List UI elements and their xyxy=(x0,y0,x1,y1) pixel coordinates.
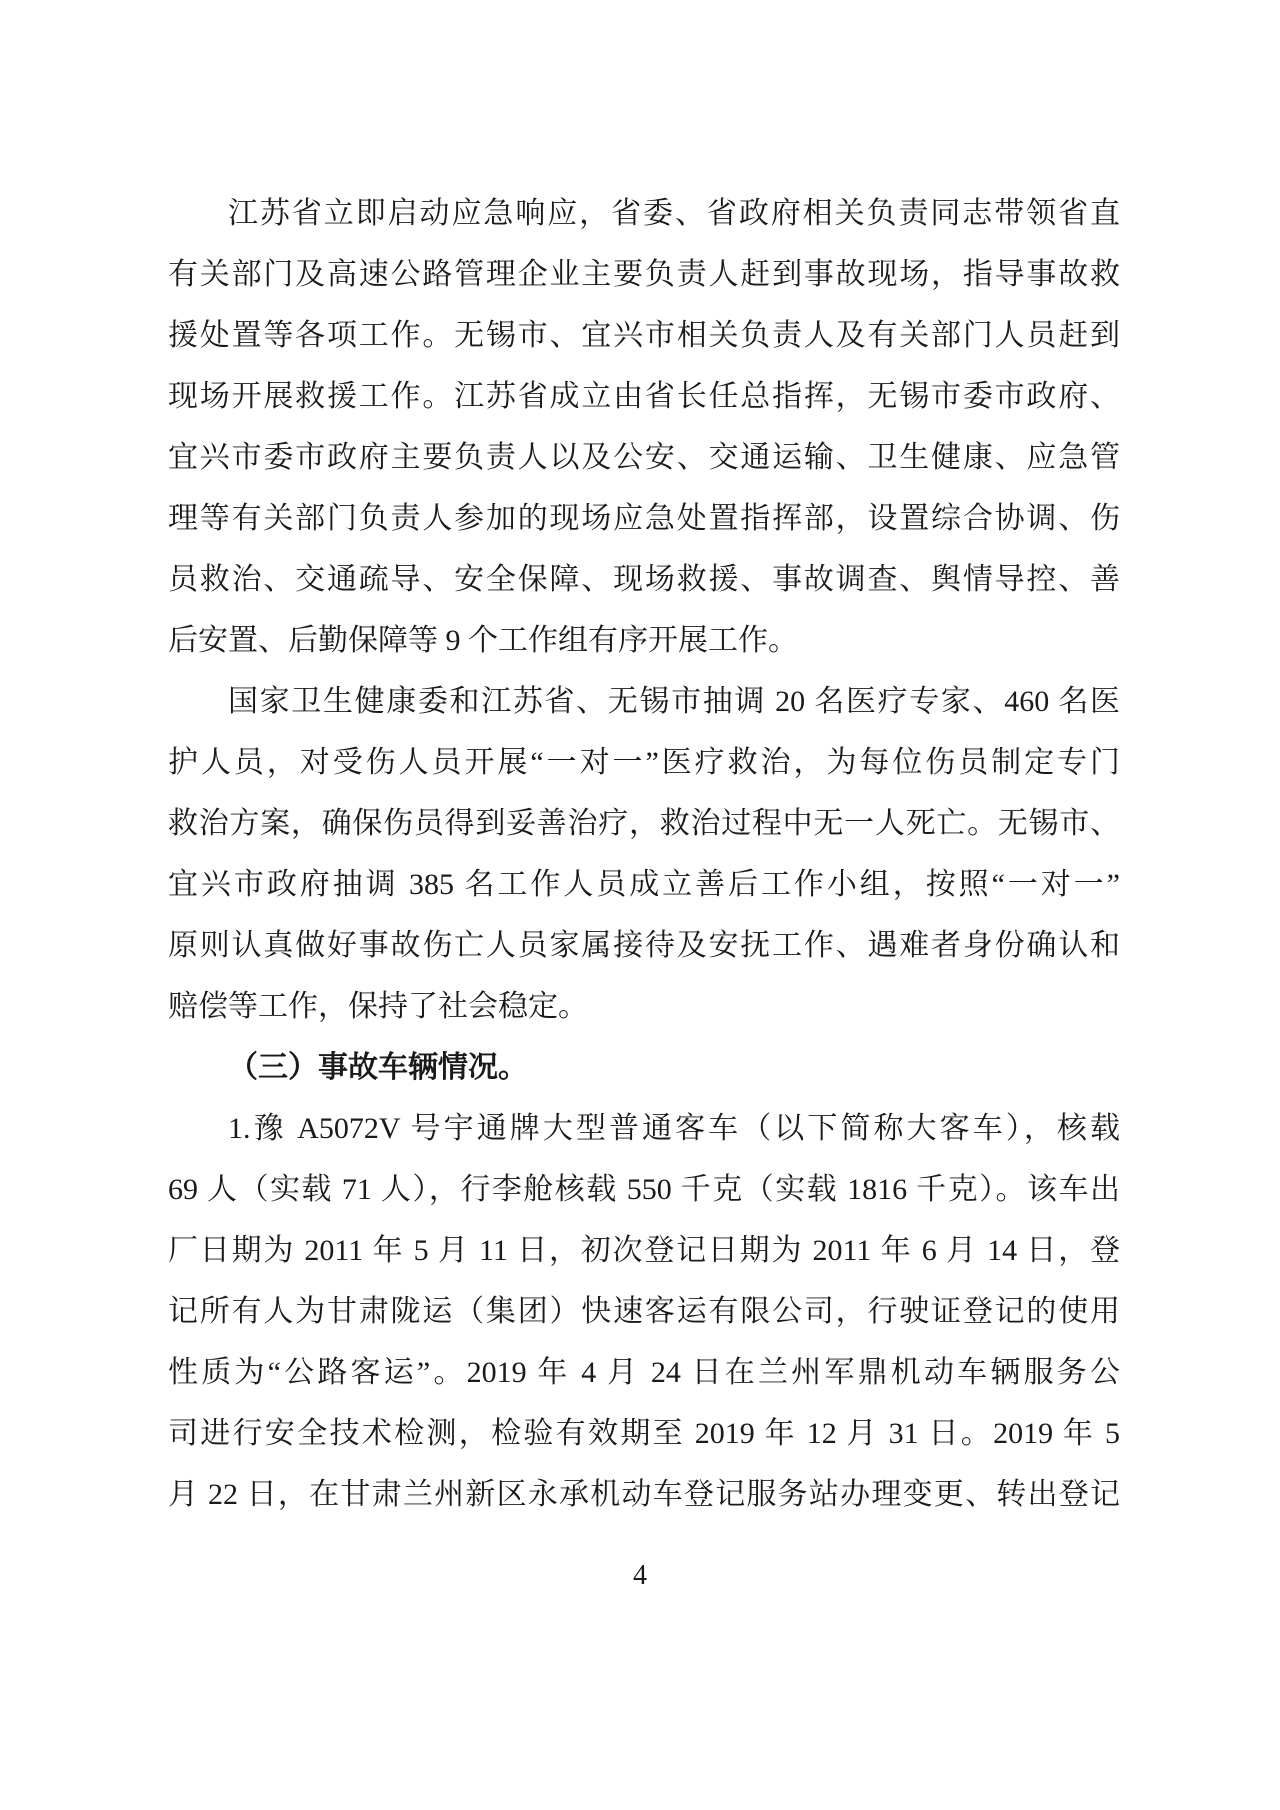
text-line: 赔偿等工作，保持了社会稳定。 xyxy=(168,990,588,1023)
text-line: 员救治、交通疏导、安全保障、现场救援、事故调查、舆情导控、善 xyxy=(168,563,1120,596)
paragraph xyxy=(168,183,1120,671)
text-line: 性质为“公路客运”。2019 年 4 月 24 日在兰州军鼎机动车辆服务公 xyxy=(168,1356,1120,1389)
text-line: 现场开展救援工作。江苏省成立由省长任总指挥，无锡市委市政府、 xyxy=(168,380,1120,413)
text-line: （三）事故车辆情况。 xyxy=(228,1051,528,1084)
document-body xyxy=(168,183,1120,1525)
text-line: 国家卫生健康委和江苏省、无锡市抽调 20 名医疗专家、460 名医 xyxy=(228,685,1120,718)
text-line: 宜兴市委市政府主要负责人以及公安、交通运输、卫生健康、应急管 xyxy=(168,441,1120,474)
section-heading xyxy=(168,1037,1120,1098)
text-line: 司进行安全技术检测，检验有效期至 2019 年 12 月 31 日。2019 年 5 xyxy=(168,1417,1120,1450)
text-line: 宜兴市政府抽调 385 名工作人员成立善后工作小组，按照“一对一” xyxy=(168,868,1120,901)
text-line: 理等有关部门负责人参加的现场应急处置指挥部，设置综合协调、伤 xyxy=(168,502,1120,535)
text-line: 厂日期为 2011 年 5 月 11 日，初次登记日期为 2011 年 6 月 14 日，登 xyxy=(168,1234,1120,1267)
text-line: 援处置等各项工作。无锡市、宜兴市相关负责人及有关部门人员赶到 xyxy=(168,319,1120,352)
text-line: 后安置、后勤保障等 9 个工作组有序开展工作。 xyxy=(168,624,798,657)
text-line: 有关部门及高速公路管理企业主要负责人赶到事故现场，指导事故救 xyxy=(168,258,1120,291)
paragraph xyxy=(168,1098,1120,1525)
text-line: 救治方案，确保伤员得到妥善治疗，救治过程中无一人死亡。无锡市、 xyxy=(168,807,1120,840)
text-line: 护人员，对受伤人员开展“一对一”医疗救治，为每位伤员制定专门 xyxy=(168,746,1120,779)
text-line: 月 22 日，在甘肃兰州新区永承机动车登记服务站办理变更、转出登记 xyxy=(168,1478,1120,1511)
paragraph xyxy=(168,671,1120,1037)
page-number: 4 xyxy=(633,1560,647,1591)
text-line: 原则认真做好事故伤亡人员家属接待及安抚工作、遇难者身份确认和 xyxy=(168,929,1120,962)
text-line: 69 人（实载 71 人），行李舱核载 550 千克（实载 1816 千克）。该车出 xyxy=(168,1173,1120,1206)
text-line: 记所有人为甘肃陇运（集团）快速客运有限公司，行驶证登记的使用 xyxy=(168,1295,1120,1328)
text-line: 1.豫 A5072V 号宇通牌大型普通客车（以下简称大客车），核载 xyxy=(228,1112,1120,1145)
text-line: 江苏省立即启动应急响应，省委、省政府相关负责同志带领省直 xyxy=(228,197,1120,230)
